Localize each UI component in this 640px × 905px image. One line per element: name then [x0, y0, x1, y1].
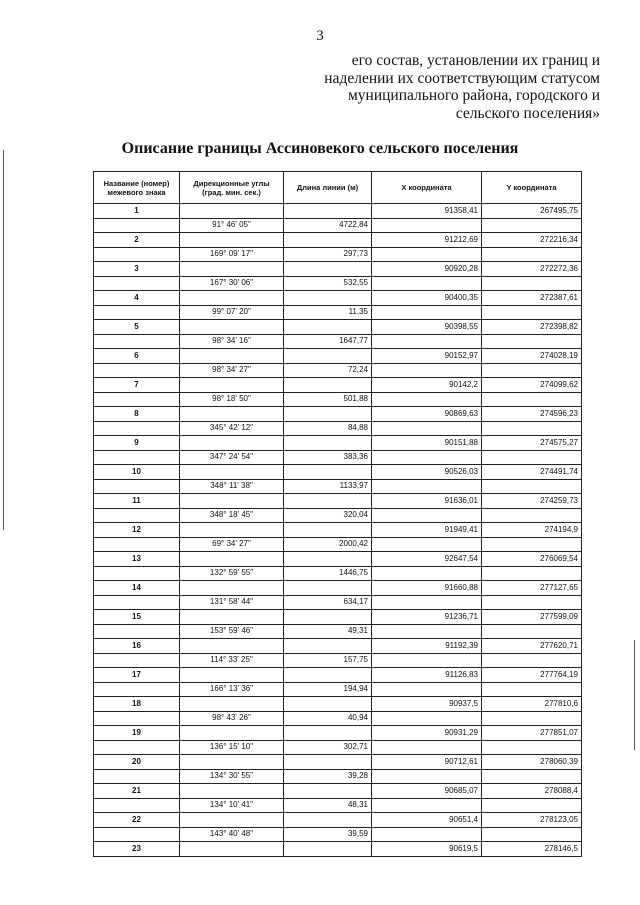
empty-cell	[180, 639, 284, 654]
direction-angle: 345° 42' 12"	[180, 421, 284, 436]
empty-cell	[372, 827, 482, 842]
direction-angle: 136° 15' 10"	[180, 740, 284, 755]
x-coordinate: 91236,71	[372, 610, 482, 625]
empty-cell	[482, 363, 582, 378]
point-number: 20	[94, 755, 180, 770]
empty-cell	[180, 378, 284, 393]
x-coordinate: 90152,97	[372, 349, 482, 364]
point-number: 7	[94, 378, 180, 393]
point-number: 3	[94, 262, 180, 277]
empty-cell	[482, 537, 582, 552]
direction-angle: 131° 58' 44"	[180, 595, 284, 610]
table-row-segment	[94, 305, 582, 320]
empty-cell	[482, 392, 582, 407]
table-row-point	[94, 581, 582, 596]
empty-cell	[482, 276, 582, 291]
x-coordinate: 91358,41	[372, 204, 482, 219]
direction-angle: 114° 33' 25"	[180, 653, 284, 668]
line-length: 40,94	[284, 711, 372, 726]
direction-angle: 99° 07' 20"	[180, 305, 284, 320]
empty-cell	[180, 813, 284, 828]
empty-cell	[180, 494, 284, 509]
table-row-point	[94, 291, 582, 306]
point-number: 22	[94, 813, 180, 828]
x-coordinate: 90937,5	[372, 697, 482, 712]
intro-line: наделении их соответствующим статусом	[324, 69, 600, 87]
intro-line: его состав, установлении их границ и	[351, 52, 600, 69]
empty-cell	[372, 421, 482, 436]
intro-paragraph	[160, 52, 600, 122]
line-length: 4722,84	[284, 218, 372, 233]
table-row-point	[94, 233, 582, 248]
empty-cell	[180, 697, 284, 712]
table-row-segment	[94, 827, 582, 842]
empty-cell	[372, 247, 482, 262]
point-number: 1	[94, 204, 180, 219]
empty-cell	[94, 624, 180, 639]
x-coordinate: 90651,4	[372, 813, 482, 828]
table-row-point	[94, 842, 582, 857]
empty-cell	[284, 262, 372, 277]
empty-cell	[372, 653, 482, 668]
empty-cell	[482, 450, 582, 465]
table-row-point	[94, 755, 582, 770]
point-number: 16	[94, 639, 180, 654]
x-coordinate: 90151,88	[372, 436, 482, 451]
y-coordinate: 277851,07	[482, 726, 582, 741]
direction-angle: 348° 18' 45"	[180, 508, 284, 523]
empty-cell	[180, 233, 284, 248]
x-coordinate: 90400,35	[372, 291, 482, 306]
table-row-segment	[94, 537, 582, 552]
table-row-point	[94, 407, 582, 422]
line-length: 72,24	[284, 363, 372, 378]
scan-edge-mark	[3, 150, 4, 530]
empty-cell	[482, 566, 582, 581]
empty-cell	[180, 320, 284, 335]
table-row-point	[94, 378, 582, 393]
empty-cell	[94, 276, 180, 291]
x-coordinate: 90931,29	[372, 726, 482, 741]
empty-cell	[94, 392, 180, 407]
empty-cell	[94, 740, 180, 755]
direction-angle: 98° 34' 27"	[180, 363, 284, 378]
header-y-coordinate: Y координата	[482, 172, 582, 204]
empty-cell	[94, 421, 180, 436]
x-coordinate: 91636,01	[372, 494, 482, 509]
x-coordinate: 90920,28	[372, 262, 482, 277]
empty-cell	[180, 204, 284, 219]
empty-cell	[180, 465, 284, 480]
direction-angle: 98° 34' 16"	[180, 334, 284, 349]
table-row-segment	[94, 392, 582, 407]
empty-cell	[94, 479, 180, 494]
point-number: 12	[94, 523, 180, 538]
table-row-segment	[94, 508, 582, 523]
empty-cell	[372, 479, 482, 494]
table-row-point	[94, 349, 582, 364]
empty-cell	[482, 334, 582, 349]
line-length: 157,75	[284, 653, 372, 668]
y-coordinate: 278088,4	[482, 784, 582, 799]
empty-cell	[284, 436, 372, 451]
empty-cell	[94, 682, 180, 697]
intro-line: сельского поселения»	[455, 104, 600, 122]
table-row-segment	[94, 276, 582, 291]
table-row-segment	[94, 421, 582, 436]
table-row-point	[94, 523, 582, 538]
line-length: 39,59	[284, 827, 372, 842]
line-length: 383,36	[284, 450, 372, 465]
empty-cell	[94, 653, 180, 668]
point-number: 19	[94, 726, 180, 741]
scan-edge-mark	[634, 640, 635, 750]
empty-cell	[94, 363, 180, 378]
y-coordinate: 272387,61	[482, 291, 582, 306]
empty-cell	[284, 291, 372, 306]
table-row-point	[94, 552, 582, 567]
line-length: 84,88	[284, 421, 372, 436]
empty-cell	[180, 407, 284, 422]
line-length: 532,55	[284, 276, 372, 291]
direction-angle: 167° 30' 06"	[180, 276, 284, 291]
point-number: 2	[94, 233, 180, 248]
empty-cell	[94, 566, 180, 581]
empty-cell	[482, 247, 582, 262]
direction-angle: 169° 09' 17"	[180, 247, 284, 262]
direction-angle: 153° 59' 46"	[180, 624, 284, 639]
empty-cell	[372, 363, 482, 378]
empty-cell	[482, 653, 582, 668]
line-length: 1133,97	[284, 479, 372, 494]
line-length: 302,71	[284, 740, 372, 755]
empty-cell	[180, 523, 284, 538]
x-coordinate: 91660,88	[372, 581, 482, 596]
empty-cell	[372, 450, 482, 465]
table-row-segment	[94, 450, 582, 465]
y-coordinate: 274596,23	[482, 407, 582, 422]
point-number: 17	[94, 668, 180, 683]
direction-angle: 347° 24' 54"	[180, 450, 284, 465]
empty-cell	[94, 537, 180, 552]
empty-cell	[180, 842, 284, 857]
y-coordinate: 277127,65	[482, 581, 582, 596]
empty-cell	[284, 755, 372, 770]
empty-cell	[284, 610, 372, 625]
empty-cell	[180, 668, 284, 683]
empty-cell	[180, 755, 284, 770]
empty-cell	[372, 595, 482, 610]
direction-angle: 134° 10' 41"	[180, 798, 284, 813]
x-coordinate: 90712,61	[372, 755, 482, 770]
table-row-point	[94, 668, 582, 683]
empty-cell	[180, 610, 284, 625]
x-coordinate: 90685,07	[372, 784, 482, 799]
y-coordinate: 274259,73	[482, 494, 582, 509]
empty-cell	[284, 813, 372, 828]
line-length: 48,31	[284, 798, 372, 813]
y-coordinate: 274194,9	[482, 523, 582, 538]
table-row-segment	[94, 711, 582, 726]
table-row-segment	[94, 363, 582, 378]
line-length: 39,28	[284, 769, 372, 784]
empty-cell	[284, 842, 372, 857]
empty-cell	[372, 711, 482, 726]
empty-cell	[94, 334, 180, 349]
point-number: 6	[94, 349, 180, 364]
empty-cell	[284, 697, 372, 712]
table-row-segment	[94, 566, 582, 581]
empty-cell	[482, 740, 582, 755]
empty-cell	[284, 407, 372, 422]
empty-cell	[482, 508, 582, 523]
point-number: 23	[94, 842, 180, 857]
table-row-segment	[94, 624, 582, 639]
empty-cell	[284, 378, 372, 393]
y-coordinate: 274491,74	[482, 465, 582, 480]
empty-cell	[372, 392, 482, 407]
point-number: 8	[94, 407, 180, 422]
empty-cell	[372, 624, 482, 639]
empty-cell	[482, 798, 582, 813]
table-row-segment	[94, 769, 582, 784]
table-row-segment	[94, 479, 582, 494]
empty-cell	[482, 305, 582, 320]
table-row-point	[94, 320, 582, 335]
empty-cell	[372, 276, 482, 291]
empty-cell	[180, 581, 284, 596]
y-coordinate: 277599,09	[482, 610, 582, 625]
empty-cell	[180, 436, 284, 451]
x-coordinate: 91949,41	[372, 523, 482, 538]
empty-cell	[180, 784, 284, 799]
point-number: 18	[94, 697, 180, 712]
direction-angle: 91° 46' 05"	[180, 218, 284, 233]
empty-cell	[372, 334, 482, 349]
direction-angle: 166° 13' 36"	[180, 682, 284, 697]
empty-cell	[482, 769, 582, 784]
empty-cell	[94, 247, 180, 262]
empty-cell	[482, 218, 582, 233]
x-coordinate: 92647,54	[372, 552, 482, 567]
line-length: 1446,75	[284, 566, 372, 581]
header-direction-angle: Дирекционные углы (град. мин. сек.)	[180, 172, 284, 204]
point-number: 10	[94, 465, 180, 480]
boundary-table	[93, 171, 582, 857]
table-row-point	[94, 697, 582, 712]
direction-angle: 98° 43' 26"	[180, 711, 284, 726]
empty-cell	[180, 726, 284, 741]
header-mark-name: Название (номер) межевого знака	[94, 172, 180, 204]
empty-cell	[284, 320, 372, 335]
y-coordinate: 277810,6	[482, 697, 582, 712]
header-x-coordinate: X координата	[372, 172, 482, 204]
table-row-segment	[94, 740, 582, 755]
empty-cell	[284, 494, 372, 509]
x-coordinate: 90869,63	[372, 407, 482, 422]
empty-cell	[284, 204, 372, 219]
empty-cell	[372, 305, 482, 320]
empty-cell	[284, 552, 372, 567]
table-row-segment	[94, 682, 582, 697]
empty-cell	[482, 827, 582, 842]
y-coordinate: 274575,27	[482, 436, 582, 451]
empty-cell	[94, 595, 180, 610]
empty-cell	[94, 508, 180, 523]
empty-cell	[482, 421, 582, 436]
line-length: 634,17	[284, 595, 372, 610]
empty-cell	[284, 523, 372, 538]
empty-cell	[284, 465, 372, 480]
y-coordinate: 278060,39	[482, 755, 582, 770]
y-coordinate: 277620,71	[482, 639, 582, 654]
table-row-segment	[94, 798, 582, 813]
point-number: 14	[94, 581, 180, 596]
empty-cell	[180, 552, 284, 567]
empty-cell	[372, 740, 482, 755]
table-row-segment	[94, 247, 582, 262]
empty-cell	[372, 798, 482, 813]
table-row-segment	[94, 653, 582, 668]
empty-cell	[482, 479, 582, 494]
point-number: 11	[94, 494, 180, 509]
point-number: 15	[94, 610, 180, 625]
empty-cell	[482, 711, 582, 726]
x-coordinate: 91192,39	[372, 639, 482, 654]
line-length: 2000,42	[284, 537, 372, 552]
line-length: 11,35	[284, 305, 372, 320]
empty-cell	[180, 349, 284, 364]
y-coordinate: 276069,54	[482, 552, 582, 567]
empty-cell	[372, 508, 482, 523]
empty-cell	[94, 450, 180, 465]
y-coordinate: 267495,75	[482, 204, 582, 219]
table-row-segment	[94, 218, 582, 233]
empty-cell	[94, 827, 180, 842]
intro-line: муниципального района, городского и	[347, 87, 600, 104]
empty-cell	[94, 769, 180, 784]
header-line-length: Длина линии (м)	[284, 172, 372, 204]
empty-cell	[482, 624, 582, 639]
table-row-point	[94, 610, 582, 625]
y-coordinate: 272272,36	[482, 262, 582, 277]
direction-angle: 134° 30' 55"	[180, 769, 284, 784]
table-row-segment	[94, 334, 582, 349]
line-length: 1647,77	[284, 334, 372, 349]
empty-cell	[94, 218, 180, 233]
x-coordinate: 91126,83	[372, 668, 482, 683]
table-row-point	[94, 262, 582, 277]
table-row-point	[94, 784, 582, 799]
table-row-point	[94, 465, 582, 480]
y-coordinate: 278123,05	[482, 813, 582, 828]
table-row-point	[94, 639, 582, 654]
y-coordinate: 278146,5	[482, 842, 582, 857]
direction-angle: 98° 18' 50"	[180, 392, 284, 407]
line-length: 194,94	[284, 682, 372, 697]
empty-cell	[180, 291, 284, 306]
point-number: 4	[94, 291, 180, 306]
empty-cell	[180, 262, 284, 277]
x-coordinate: 90398,55	[372, 320, 482, 335]
point-number: 5	[94, 320, 180, 335]
y-coordinate: 277764,19	[482, 668, 582, 683]
table-row-point	[94, 204, 582, 219]
section-heading: Описание границы Ассиновекого сельского поселения	[121, 140, 519, 157]
point-number: 9	[94, 436, 180, 451]
empty-cell	[372, 537, 482, 552]
x-coordinate: 91212,69	[372, 233, 482, 248]
empty-cell	[482, 595, 582, 610]
table-row-segment	[94, 595, 582, 610]
line-length: 320,04	[284, 508, 372, 523]
y-coordinate: 272398,82	[482, 320, 582, 335]
direction-angle: 132° 59' 55"	[180, 566, 284, 581]
direction-angle: 143° 40' 48"	[180, 827, 284, 842]
table-row-point	[94, 494, 582, 509]
page-number: 3	[316, 28, 324, 44]
point-number: 21	[94, 784, 180, 799]
x-coordinate: 90142,2	[372, 378, 482, 393]
table-row-point	[94, 436, 582, 451]
empty-cell	[284, 581, 372, 596]
y-coordinate: 272216,34	[482, 233, 582, 248]
empty-cell	[372, 566, 482, 581]
empty-cell	[94, 305, 180, 320]
empty-cell	[372, 218, 482, 233]
direction-angle: 348° 11' 38"	[180, 479, 284, 494]
line-length: 297,73	[284, 247, 372, 262]
table-body	[94, 204, 582, 857]
point-number: 13	[94, 552, 180, 567]
empty-cell	[284, 784, 372, 799]
x-coordinate: 90619,5	[372, 842, 482, 857]
line-length: 501,88	[284, 392, 372, 407]
empty-cell	[284, 668, 372, 683]
table-row-point	[94, 813, 582, 828]
empty-cell	[284, 233, 372, 248]
empty-cell	[372, 682, 482, 697]
line-length: 49,31	[284, 624, 372, 639]
table-row-point	[94, 726, 582, 741]
empty-cell	[284, 726, 372, 741]
y-coordinate: 274028,19	[482, 349, 582, 364]
empty-cell	[284, 349, 372, 364]
empty-cell	[372, 769, 482, 784]
x-coordinate: 90526,03	[372, 465, 482, 480]
y-coordinate: 274099,62	[482, 378, 582, 393]
empty-cell	[94, 711, 180, 726]
table-header-row	[94, 172, 582, 204]
direction-angle: 69° 34' 27"	[180, 537, 284, 552]
empty-cell	[94, 798, 180, 813]
empty-cell	[482, 682, 582, 697]
empty-cell	[284, 639, 372, 654]
